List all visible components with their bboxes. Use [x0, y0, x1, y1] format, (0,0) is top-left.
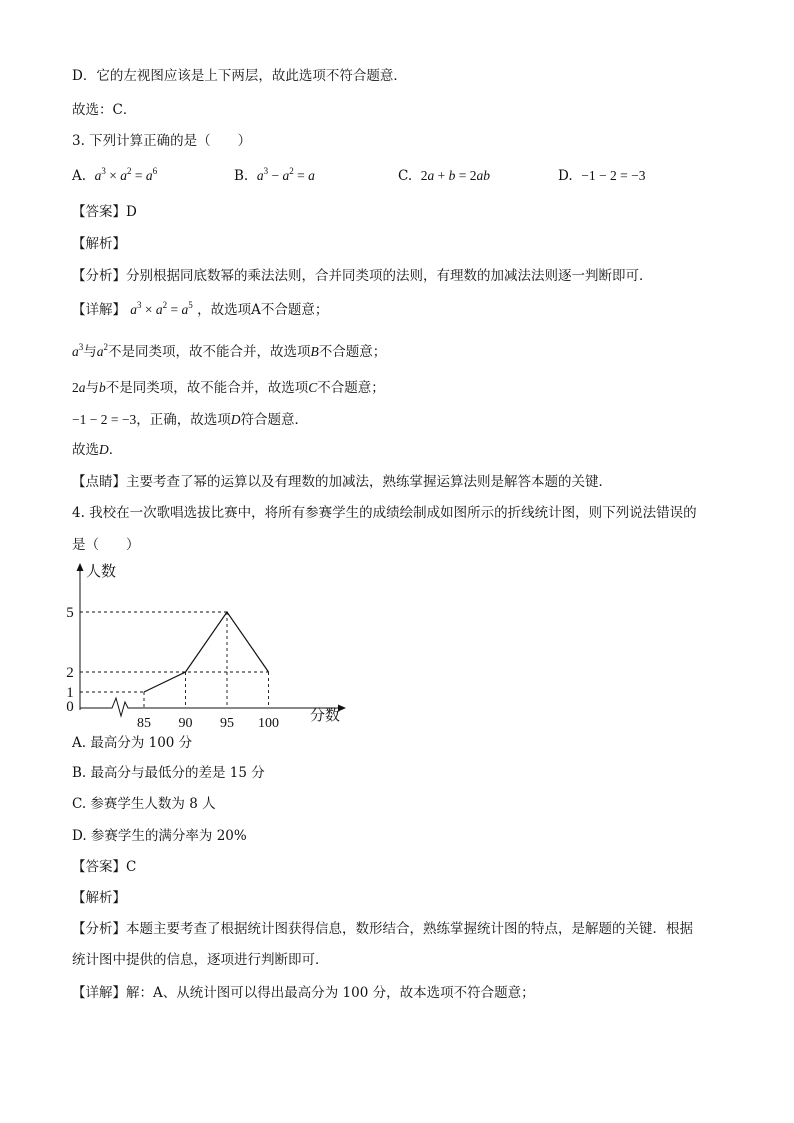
- q4-detail: 【详解】解：A、从统计图可以得出最高分为 100 分，故本选项不符合题意；: [72, 985, 535, 1001]
- q4-option-a: A. 最高分为 100 分: [72, 735, 193, 751]
- q3-select: 故选D．: [72, 442, 123, 458]
- q4-jiexi: 【解析】: [72, 890, 126, 906]
- line-chart: [60, 560, 360, 730]
- q4-option-d: D. 参赛学生的满分率为 20%: [72, 828, 247, 844]
- q4-option-b: B. 最高分与最低分的差是 15 分: [72, 765, 265, 781]
- q4-option-c: C. 参赛学生人数为 8 人: [72, 796, 216, 812]
- q3-detail-d: −1 − 2 = −3，正确，故选项D符合题意．: [72, 412, 308, 428]
- question-4-stem-cont: 是（ ）: [72, 537, 140, 553]
- y-tick-2: 2: [66, 665, 74, 681]
- x-tick-85: 85: [137, 716, 151, 730]
- y-axis-arrow: [77, 563, 84, 571]
- series-line: [144, 612, 269, 692]
- q3-comment: 【点睛】主要考查了幂的运算以及有理数的加减法，熟练掌握运算法则是解答本题的关键．: [72, 474, 612, 490]
- guide-lines: [80, 612, 269, 708]
- y-tick-5: 5: [66, 605, 74, 621]
- q3-analysis: 【分析】分别根据同底数幂的乘法法则，合并同类项的法则，有理数的加减法法则逐一判断即可．: [72, 268, 653, 284]
- q3-jiexi: 【解析】: [72, 236, 126, 252]
- prev-choice: 故选：C．: [72, 102, 137, 118]
- q3-option-d: D. −1 − 2 = −3: [558, 168, 646, 184]
- q4-analysis-2: 统计图中提供的信息，逐项进行判断即可．: [72, 952, 329, 968]
- y-tick-0: 0: [66, 699, 74, 715]
- x-tick-95: 95: [220, 716, 234, 730]
- x-tick-90: 90: [178, 716, 193, 730]
- y-axis-title: 人数: [86, 564, 117, 580]
- x-axis: [80, 698, 340, 716]
- q3-answer: 【答案】D: [72, 204, 137, 220]
- q4-analysis-1: 【分析】本题主要考查了根据统计图获得信息，数形结合，熟练掌握统计图的特点，是解题的关键．根据: [72, 921, 693, 937]
- q4-answer: 【答案】C: [72, 859, 137, 875]
- q3-option-b: B. $a^3 - a^2 = a$: [234, 166, 315, 184]
- q3-detail-b: $a^3$与$a^2$不是同类项，故不能合并，故选项B不合题意；: [72, 342, 387, 360]
- y-tick-1: 1: [66, 685, 74, 701]
- x-axis-title: 分数: [310, 708, 341, 724]
- q3-detail-a: 【详解】 $a^3 \times a^2 = a^5$ ，故选项A不合题意；: [72, 300, 329, 318]
- q3-option-a: A. $a^3 \times a^2 = a^6$: [72, 166, 158, 184]
- q3-detail-c: 2a与b不是同类项，故不能合并，故选项C不合题意；: [72, 380, 385, 396]
- q3-option-c: C. 2a + b = 2ab: [398, 168, 490, 184]
- x-tick-100: 100: [258, 716, 279, 730]
- prev-option-d: D．它的左视图应该是上下两层，故此选项不符合题意．: [72, 68, 407, 84]
- question-4-stem: 4. 我校在一次歌唱选拔比赛中，将所有参赛学生的成绩绘制成如图所示的折线统计图，则下列说法错误的: [72, 505, 697, 521]
- question-3-stem: 3. 下列计算正确的是（ ）: [72, 133, 252, 149]
